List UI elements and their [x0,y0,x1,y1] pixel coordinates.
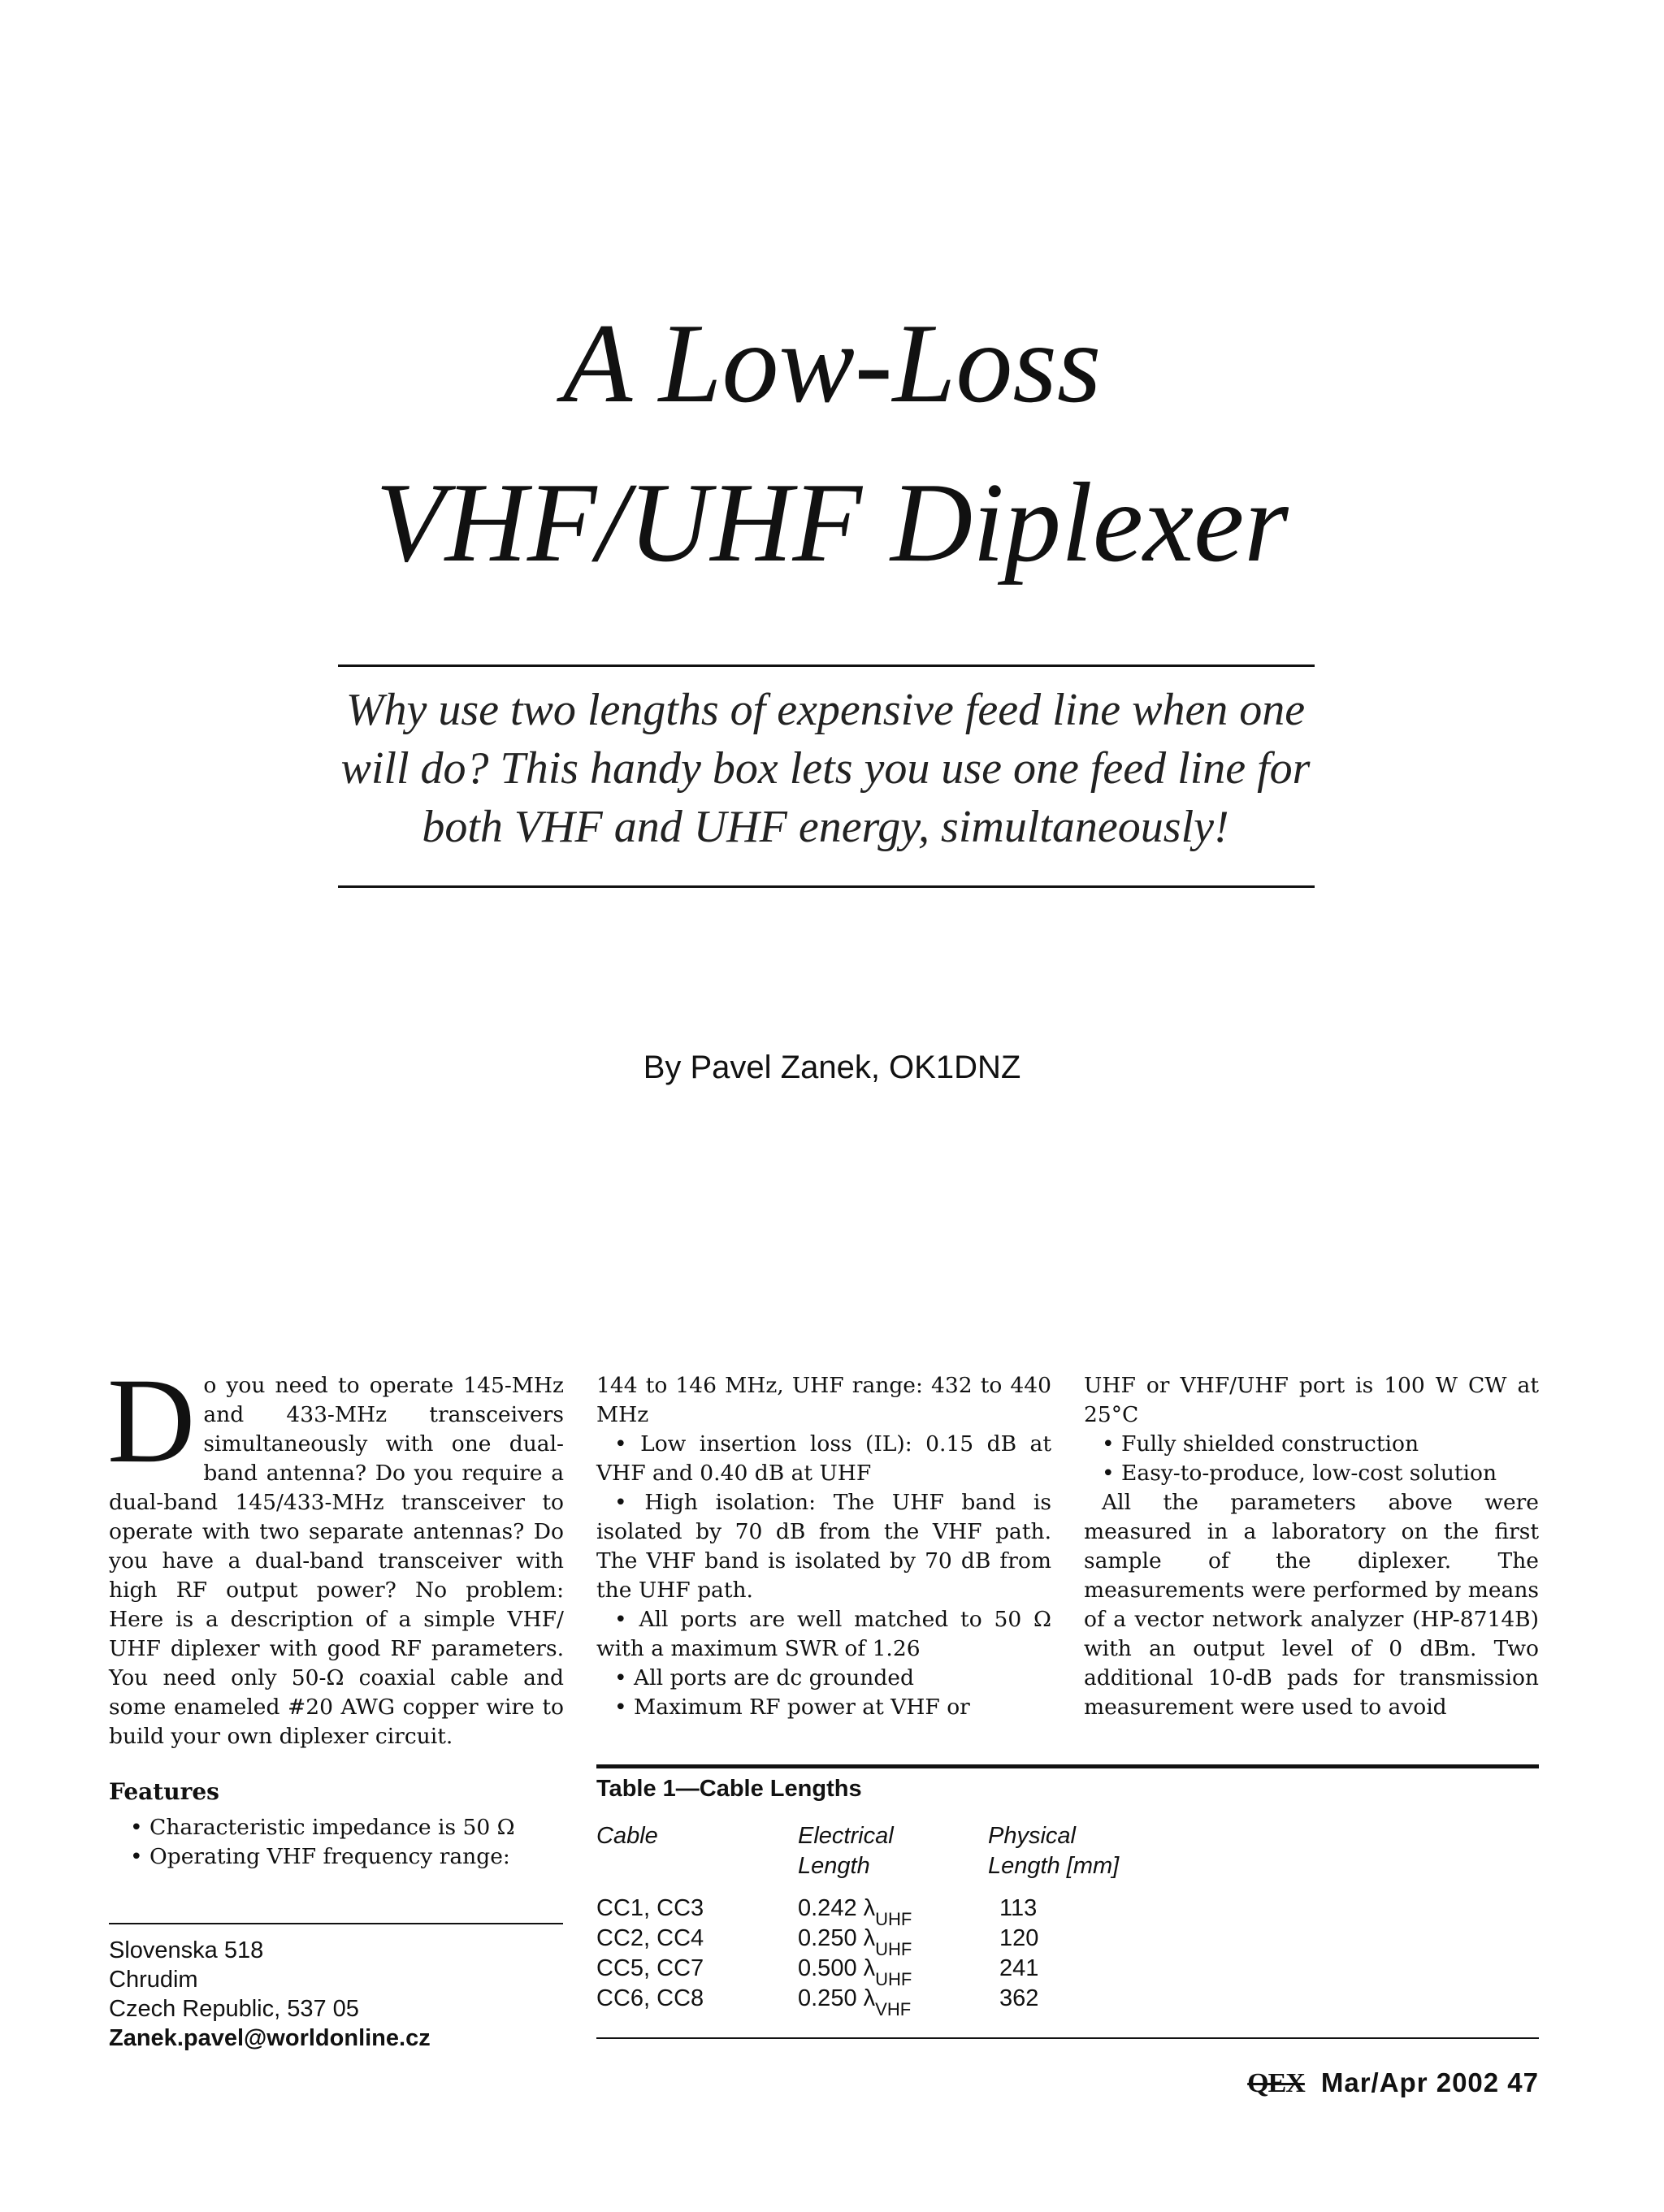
title-line-2: VHF/UHF Diplexer [375,460,1289,586]
table-header-physical: Physical Length [mm] [988,1823,1120,1879]
table-title: Table 1—Cable Lengths [596,1776,862,1802]
column-3 [1084,1371,1539,1722]
cell-cable: CC6, CC8 [596,1985,704,2011]
feature-item: • Characteristic impedance is 50 Ω [130,1815,515,1840]
features-heading: Features [109,1778,219,1805]
cell-physical: 120 [999,1925,1039,1951]
issue-info: Mar/Apr 2002 47 [1320,2067,1539,2097]
qex-logo: QEX [1247,2068,1305,2098]
byline: By Pavel Zanek, OK1DNZ [643,1050,1021,1085]
feature-item: • Operating VHF frequency range: [130,1844,510,1869]
address-rule [109,1923,563,1924]
table-bottom-rule [596,2037,1539,2039]
feature-item: • Low insertion loss (IL): 0.15 dB at VHF and 0.40 dB at UHF [596,1431,1051,1486]
author-email: Zanek.pavel@worldonline.cz [109,2025,431,2051]
table-row [596,1984,1165,2019]
column-1 [107,1353,564,1872]
paragraph: 144 to 146 MHz, UHF range: 432 to 440 MHz [596,1373,1051,1427]
table-row [596,1894,1165,1929]
feature-item: • All ports are dc grounded [614,1665,914,1690]
cell-electrical: 0.250 $\lambda_{VHF}$ [798,1985,912,2019]
drop-cap: D [107,1353,196,1488]
feature-item: • High isolation: The UHF band is isolated by 70 dB from the VHF path. The VHF band is isolated by 70 dB from the UHF path. [596,1490,1051,1603]
column-2 [596,1371,1051,1722]
cell-physical: 362 [999,1985,1039,2011]
feature-item: • Maximum RF power at VHF or [614,1695,970,1720]
table-row [596,1954,1165,1989]
deck-bottom-rule [338,885,1315,888]
feature-item: • All ports are well matched to 50 Ω with a maximum SWR of 1.26 [596,1607,1051,1661]
table-top-rule [596,1764,1539,1768]
author-address [109,1936,431,2053]
cell-electrical: 0.242 $\lambda_{UHF}$ [798,1895,912,1929]
cell-electrical: 0.500 $\lambda_{UHF}$ [798,1955,912,1989]
table-header-electrical: Electrical Length [798,1823,894,1879]
cell-cable: CC5, CC7 [596,1955,704,1981]
cell-cable: CC2, CC4 [596,1925,704,1951]
address-line: Czech Republic, 537 05 [109,1996,359,2022]
intro-text: o you need to operate 145-MHz and 433-MHz transceivers simultaneously with one dual-band antenna? Do you require a dual-band 145/433-MHz transceiver to operate with two separate antennas? Do you have a dual-band transceiver with high RF output power? No problem: Here is a description of a simple VHF/ UHF diplexer with good RF parameters. You need only 50-Ω coaxial cable and some enameled #20 AWG copper wire to build your own diplexer circuit. [109,1373,564,1749]
page-footer [1247,2067,1539,2099]
cell-physical: 113 [999,1895,1038,1921]
cell-electrical: 0.250 $\lambda_{UHF}$ [798,1925,912,1959]
address-line: Chrudim [109,1967,198,1993]
paragraph: UHF or VHF/UHF port is 100 W CW at 25°C [1084,1373,1539,1427]
title-line-1: A Low-Loss [562,301,1102,426]
feature-item: • Easy-to-produce, low-cost solution [1102,1461,1497,1486]
table-row [596,1924,1165,1959]
deck-top-rule [338,664,1315,667]
article-title [0,284,1664,603]
table-header-cable: Cable [596,1823,658,1849]
paragraph: All the parameters above were measured in a laboratory on the first sample of the diplexer. The measurements were performed by means of a vector network analyzer (HP-8714B) with an output level of 0 dBm. Two additional 10-dB pads for transmission measurement were used to avoid [1084,1490,1539,1720]
deck-text: Why use two lengths of expensive feed line when one will do? This handy box lets you use one feed line for both VHF and UHF energy, simultaneously! [340,685,1311,852]
feature-item: • Fully shielded construction [1102,1431,1419,1457]
cell-physical: 241 [999,1955,1039,1981]
address-line: Slovenska 518 [109,1937,264,1963]
cell-cable: CC1, CC3 [596,1895,704,1921]
intro-paragraph [107,1353,564,1751]
